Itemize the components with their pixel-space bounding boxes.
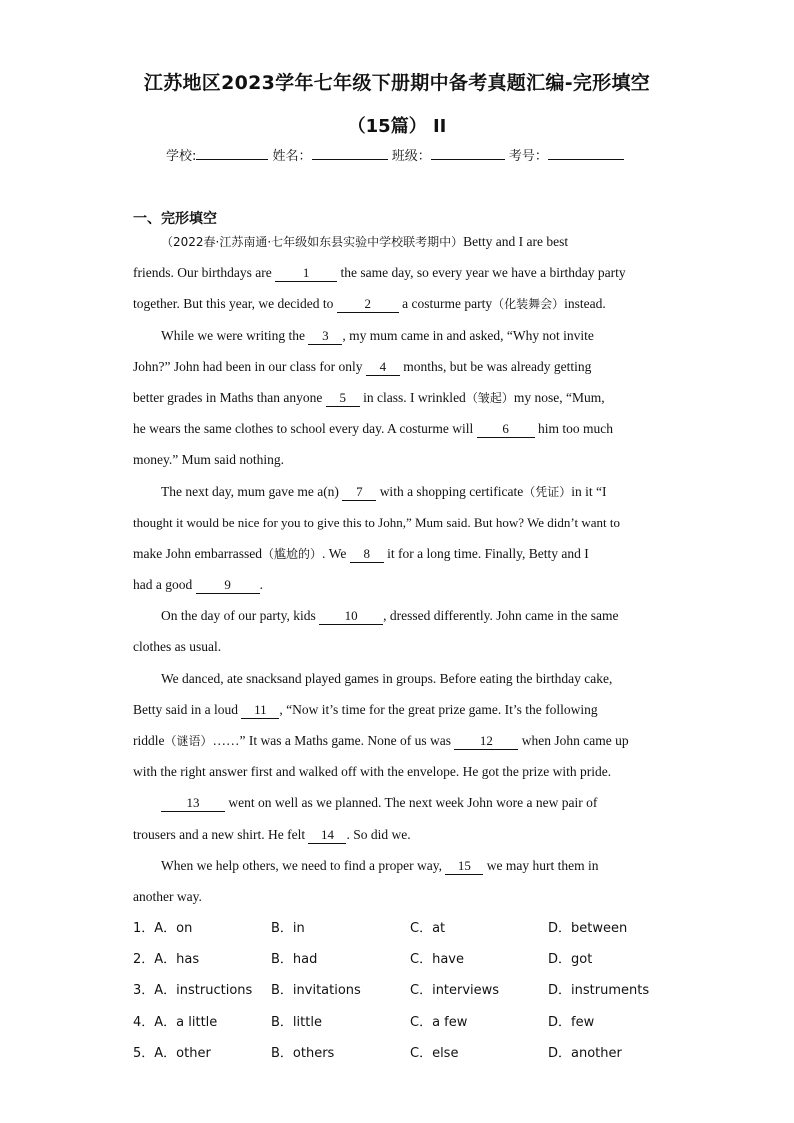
option-b[interactable]: B．others <box>271 1045 335 1061</box>
document-title: 江苏地区2023学年七年级下册期中备考真题汇编-完形填空 <box>143 72 651 94</box>
blank-4[interactable]: 4 <box>366 359 400 376</box>
option-c[interactable]: C．interviews <box>410 983 500 999</box>
option-d[interactable]: D．another <box>548 1045 622 1061</box>
passage-line: The next day, mum gave me a(n) 7 with a shopping certificate（凭证）in it “I <box>161 483 607 499</box>
blank-3[interactable]: 3 <box>308 328 342 345</box>
passage-line: trousers and a new shirt. He felt 14 . So did we. <box>133 826 411 842</box>
option-b[interactable]: B．had <box>271 952 318 968</box>
passage-line: better grades in Maths than anyone 5 in class. I wrinkled（皱起）my nose, “Mum, <box>133 389 605 405</box>
class-label: 班级： <box>391 149 431 164</box>
passage-line: 13 went on well as we planned. The next week John wore a new pair of <box>133 791 663 822</box>
student-info-line <box>166 145 624 164</box>
passage-line: friends. Our birthdays are 1 the same day, so every year we have a birthday party <box>133 265 626 281</box>
passage-line: （2022春·江苏南通·七年级如东县实验中学校联考期中）Betty and I are best <box>161 234 569 249</box>
passage-line: While we were writing the 3 , my mum came in and asked, “Why not invite <box>161 327 594 343</box>
passage-line: When we help others, we need to find a proper way, 15 we may hurt them in <box>161 857 599 873</box>
section-heading: 一、完形填空 <box>133 211 217 227</box>
option-b[interactable]: B．little <box>271 1014 322 1030</box>
school-blank[interactable] <box>196 147 268 160</box>
blank-13[interactable]: 13 <box>161 795 225 812</box>
class-blank[interactable] <box>431 147 505 160</box>
blank-1[interactable]: 1 <box>275 265 337 282</box>
option-c[interactable]: C．at <box>410 921 446 936</box>
passage-line: make John embarrassed（尴尬的）. We 8 it for a long time. Finally, Betty and I <box>133 545 589 561</box>
option-d[interactable]: D．got <box>548 952 593 968</box>
option-c[interactable]: C．else <box>410 1045 459 1061</box>
blank-2[interactable]: 2 <box>337 296 399 313</box>
passage-line: another way. <box>133 888 202 904</box>
blank-7[interactable]: 7 <box>342 484 376 501</box>
blank-6[interactable]: 6 <box>477 421 535 438</box>
option-row-3 <box>133 980 693 1011</box>
option-c[interactable]: C．have <box>410 952 464 968</box>
answer-options <box>133 918 693 1074</box>
option-row-5 <box>133 1043 693 1074</box>
cloze-passage <box>133 230 663 916</box>
passage-line: riddle（谜语）……” It was a Maths game. None of us was 12 when John came up <box>133 733 629 748</box>
option-d[interactable]: D．between <box>548 921 628 936</box>
passage-line: had a good 9 . <box>133 577 263 593</box>
option-b[interactable]: B．in <box>271 921 305 936</box>
option-row-2 <box>133 949 693 980</box>
option-row-1 <box>133 918 693 949</box>
blank-14[interactable]: 14 <box>308 827 346 844</box>
option-d[interactable]: D．few <box>548 1014 595 1030</box>
name-label: 姓名： <box>272 149 312 164</box>
blank-11[interactable]: 11 <box>241 702 279 719</box>
option-c[interactable]: C．a few <box>410 1014 468 1030</box>
passage-line: together. But this year, we decided to 2 a costurme party（化装舞会）instead. <box>133 296 606 312</box>
blank-12[interactable]: 12 <box>454 733 518 750</box>
blank-5[interactable]: 5 <box>326 390 360 407</box>
passage-line: Betty said in a loud 11 , “Now it’s time for the great prize game. It’s the following <box>133 701 598 717</box>
number-label: 考号： <box>508 149 548 164</box>
option-d[interactable]: D．instruments <box>548 983 650 999</box>
name-blank[interactable] <box>312 147 388 160</box>
option-row-4 <box>133 1012 693 1043</box>
option-a[interactable]: 4．A．a little <box>133 1014 218 1030</box>
passage-line: We danced, ate snacksand played games in groups. Before eating the birthday cake, <box>161 670 613 686</box>
passage-line: money.” Mum said nothing. <box>133 452 284 468</box>
option-a[interactable]: 1．A．on <box>133 921 193 936</box>
passage-line: clothes as usual. <box>133 639 222 655</box>
blank-10[interactable]: 10 <box>319 608 383 625</box>
passage-line: with the right answer first and walked off with the envelope. He got the prize with pride. <box>133 764 612 780</box>
option-a[interactable]: 3．A．instructions <box>133 983 253 999</box>
blank-15[interactable]: 15 <box>445 858 483 875</box>
option-b[interactable]: B．invitations <box>271 983 361 999</box>
passage-line: On the day of our party, kids 10 , dressed differently. John came in the same <box>161 608 619 624</box>
option-a[interactable]: 5．A．other <box>133 1045 211 1061</box>
number-blank[interactable] <box>548 147 624 160</box>
passage-line: John?” John had been in our class for only 4 months, but be was already getting <box>133 358 592 374</box>
document-subtitle: （15篇） II <box>347 116 447 137</box>
school-label: 学校: <box>166 149 197 164</box>
option-a[interactable]: 2．A．has <box>133 952 200 968</box>
blank-8[interactable]: 8 <box>350 546 384 563</box>
passage-line: he wears the same clothes to school every day. A costurme will 6 him too much <box>133 421 614 437</box>
blank-9[interactable]: 9 <box>196 577 260 594</box>
passage-line: thought it would be nice for you to give this to John,” Mum said. But how? We didn’t want to <box>133 514 621 530</box>
